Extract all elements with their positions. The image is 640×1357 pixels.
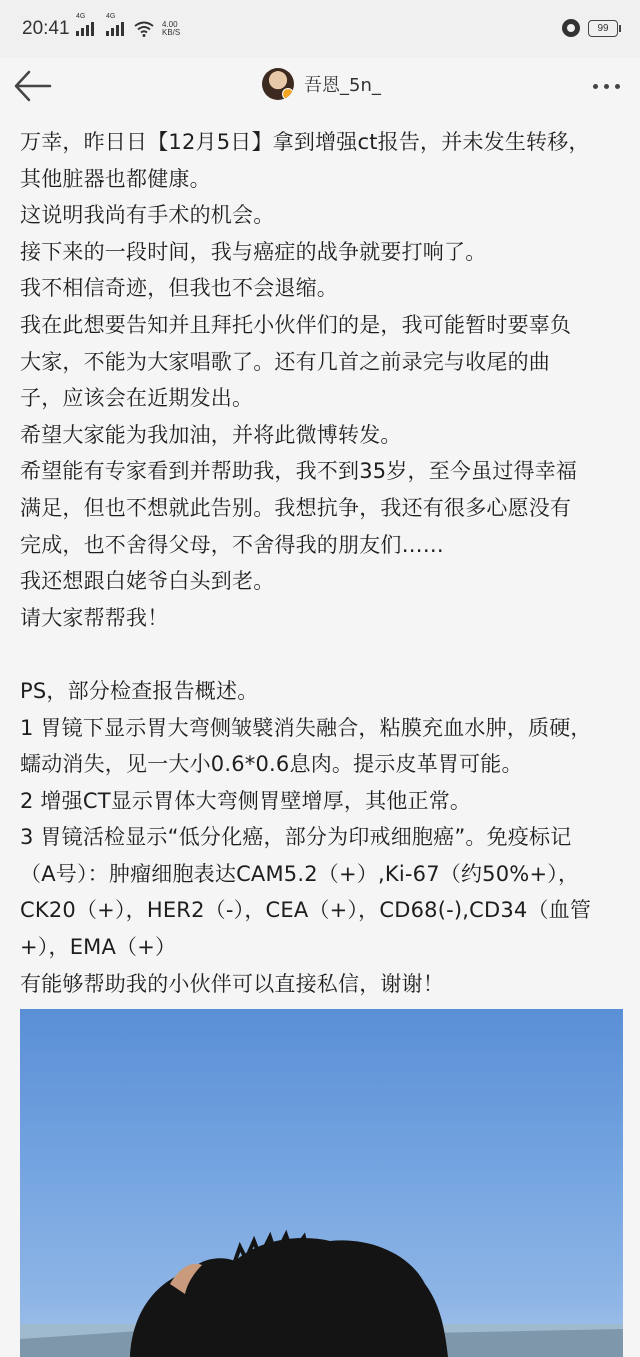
post-line: +），EMA（+） [20, 935, 177, 960]
status-right [562, 19, 618, 37]
signal-icon [76, 13, 94, 36]
post-line: PS，部分检查报告概述。 [20, 678, 259, 703]
post-line: CK20（+），HER2（-），CEA（+），CD68(-),CD34（血管 [20, 898, 592, 923]
photo-content [20, 1009, 623, 1357]
post-line: 其他脏器也都健康。 [20, 166, 211, 191]
network-label-2: 4G [106, 13, 116, 20]
post-line: 完成，也不舍得父母，不舍得我的朋友们…… [20, 532, 444, 557]
post-line: 1 胃镜下显示胃大弯侧皱襞消失融合，粘膜充血水肿，质硬， [20, 715, 592, 740]
net-speed-value: 4.00 [162, 20, 178, 29]
post-header [0, 58, 640, 116]
network-label-1: 4G [76, 13, 86, 20]
signal-icon [106, 13, 124, 36]
author-info[interactable] [262, 68, 381, 100]
battery-icon: 99 [588, 20, 618, 37]
post-line: 2 增强CT显示胃体大弯侧胃壁增厚，其他正常。 [20, 788, 472, 813]
wifi-icon [134, 21, 154, 37]
post-line: 子，应该会在近期发出。 [20, 386, 254, 411]
post-line: 希望能有专家看到并帮助我，我不到35岁，至今虽过得幸福 [20, 459, 578, 484]
post-body [20, 124, 625, 1002]
post-line: 我还想跟白姥爷白头到老。 [20, 569, 275, 594]
avatar[interactable] [262, 68, 294, 100]
post-line: 有能够帮助我的小伙伴可以直接私信，谢谢！ [20, 971, 444, 996]
status-bar [0, 0, 640, 58]
more-icon [593, 84, 598, 89]
paragraph-spacer [20, 636, 625, 673]
back-button[interactable] [12, 68, 54, 104]
status-time: 20:41 [22, 18, 70, 39]
post-line: 大家，不能为大家唱歌了。还有几首之前录完与收尾的曲 [20, 349, 550, 374]
post-line: 3 胃镜活检显示“低分化癌，部分为印戒细胞癌”。免疫标记 [20, 825, 572, 850]
status-icons [76, 13, 181, 37]
post-line: 蠕动消失，见一大小0.6*0.6息肉。提示皮革胃可能。 [20, 752, 523, 777]
post-line: 接下来的一段时间，我与癌症的战争就要打响了。 [20, 239, 487, 264]
post-line: 万幸，昨日日【12月5日】拿到增强ct报告，并未发生转移， [20, 130, 590, 154]
more-button[interactable] [586, 72, 626, 100]
net-speed [162, 21, 180, 37]
alarm-icon [562, 19, 580, 37]
post-line: 我不相信奇迹，但我也不会退缩。 [20, 276, 338, 301]
back-arrow-icon [12, 68, 54, 104]
post-line: 满足，但也不想就此告别。我想抗争，我还有很多心愿没有 [20, 495, 572, 520]
post-line: 我在此想要告知并且拜托小伙伴们的是，我可能暂时要辜负 [20, 312, 572, 337]
post-line: 这说明我尚有手术的机会。 [20, 203, 275, 228]
post-line: 请大家帮帮我！ [20, 605, 169, 630]
post-line: （A号）：肿瘤细胞表达CAM5.2（+）,Ki-67（约50%+）， [20, 861, 580, 886]
net-speed-unit: KB/S [162, 28, 181, 37]
username[interactable]: 吾恩_5n_ [304, 75, 381, 96]
post-photo[interactable] [20, 1009, 623, 1357]
post-line: 希望大家能为我加油，并将此微博转发。 [20, 422, 402, 447]
